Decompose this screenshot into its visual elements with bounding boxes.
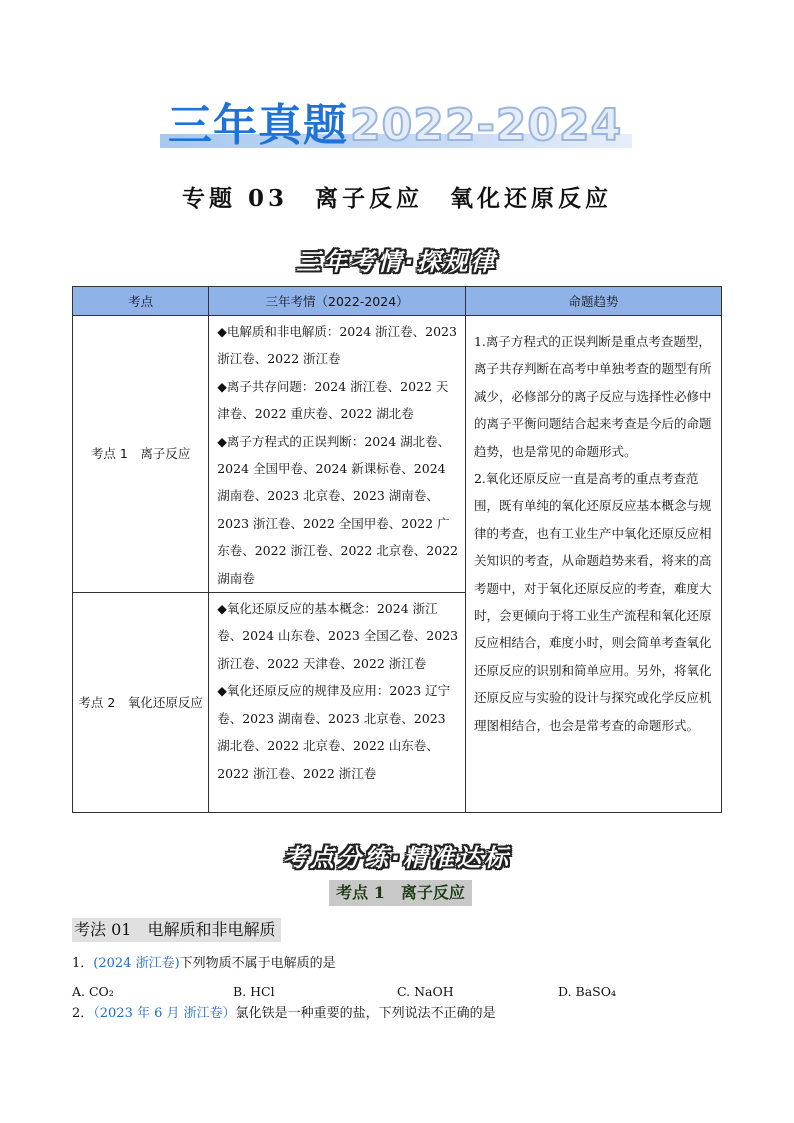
exam-item: ◆氧化还原反应的基本概念：2024 浙江卷、2024 山东卷、2023 全国乙卷、2023 浙江卷、2022 天津卷、2022 浙江卷 xyxy=(217,601,459,671)
header-topic: 考点 xyxy=(73,287,209,316)
exams-cell-2 xyxy=(209,593,466,813)
topic-cell-2: 考点 2 氧化还原反应 xyxy=(73,593,209,813)
option-c: C. NaOH xyxy=(397,984,454,999)
exam-item: ◆氧化还原反应的规律及应用：2023 辽宁卷、2023 湖南卷、2023 北京卷、2023 湖北卷、2022 北京卷、2022 山东卷、2022 浙江卷、2022 浙江卷 xyxy=(217,683,451,781)
question-number: 2． xyxy=(72,1006,94,1021)
banner-years: 2022-2024 xyxy=(350,100,623,151)
section-heading-trends: 三年考情·探规律 xyxy=(296,248,498,276)
question-source: （2023 年 6 月 浙江卷） xyxy=(93,1006,236,1021)
banner-title: 三年真题 xyxy=(168,100,348,151)
trend-paragraph: 2.氧化还原反应一直是高考的重点考查范围，既有单纯的氧化还原反应基本概念与规律的考查，也有工业生产中氧化还原反应相关知识的考查，从命题趋势来看，将来的高考题中，对于氧化还原反应的考查，难度大时，会更倾向于将工业生产流程和氧化还原反应相结合，难度小时，则会简单考查氧化还原反应的识别和简单应用。另外，将氧化还原反应与实验的设计与探究或化学反应机理图相结合，也会是常考查的命题形式。 xyxy=(473,471,712,733)
question-stem: 下列物质不属于电解质的是 xyxy=(179,956,336,971)
exam-item: ◆电解质和非电解质：2024 浙江卷、2023 浙江卷、2022 浙江卷 xyxy=(217,324,457,367)
header-trend: 命题趋势 xyxy=(465,287,721,316)
exam-item: ◆离子方程式的正误判断：2024 湖北卷、2024 全国甲卷、2024 新课标卷、2024 湖南卷、2023 北京卷、2023 湖南卷、2023 浙江卷、2022 全国甲卷、2022 广东卷、2022 浙江卷、2022 北京卷、2022 湖南卷 xyxy=(217,433,459,586)
kaofa-label: 考法 01 电解质和非电解质 xyxy=(72,918,281,942)
option-b: B. HCl xyxy=(233,984,275,999)
header-exams: 三年考情（2022-2024） xyxy=(209,287,466,316)
question-source: (2024 浙江卷) xyxy=(93,956,180,971)
section-heading-practice: 考点分练·精准达标 xyxy=(282,844,512,872)
option-a: A. CO₂ xyxy=(72,984,114,999)
trend-paragraph: 1.离子方程式的正误判断是重点考查题型，离子共存判断在高考中单独考查的题型有所减少，必修部分的离子反应与选择性必修中的离子平衡问题结合起来考查是今后的命题趋势，也是常见的命题形式。 xyxy=(473,334,712,459)
question-number: 1． xyxy=(72,956,94,971)
topic-cell-1: 考点 1 离子反应 xyxy=(73,316,209,593)
question-stem: 氯化铁是一种重要的盐，下列说法不正确的是 xyxy=(235,1006,496,1021)
kaodian-label: 考点 1 离子反应 xyxy=(329,880,472,906)
topic-subtitle: 专题 03 离子反应 氧化还原反应 xyxy=(181,185,612,212)
exam-item: ◆离子共存问题：2024 浙江卷、2022 天津卷、2022 重庆卷、2022 湖北卷 xyxy=(217,378,449,422)
option-d: D. BaSO₄ xyxy=(558,984,616,999)
question-2 xyxy=(72,1004,496,1024)
exams-cell-1 xyxy=(209,316,466,593)
exam-analysis-table xyxy=(72,286,722,813)
trend-cell xyxy=(465,316,721,813)
question-1 xyxy=(72,954,336,974)
title-banner xyxy=(160,100,635,156)
